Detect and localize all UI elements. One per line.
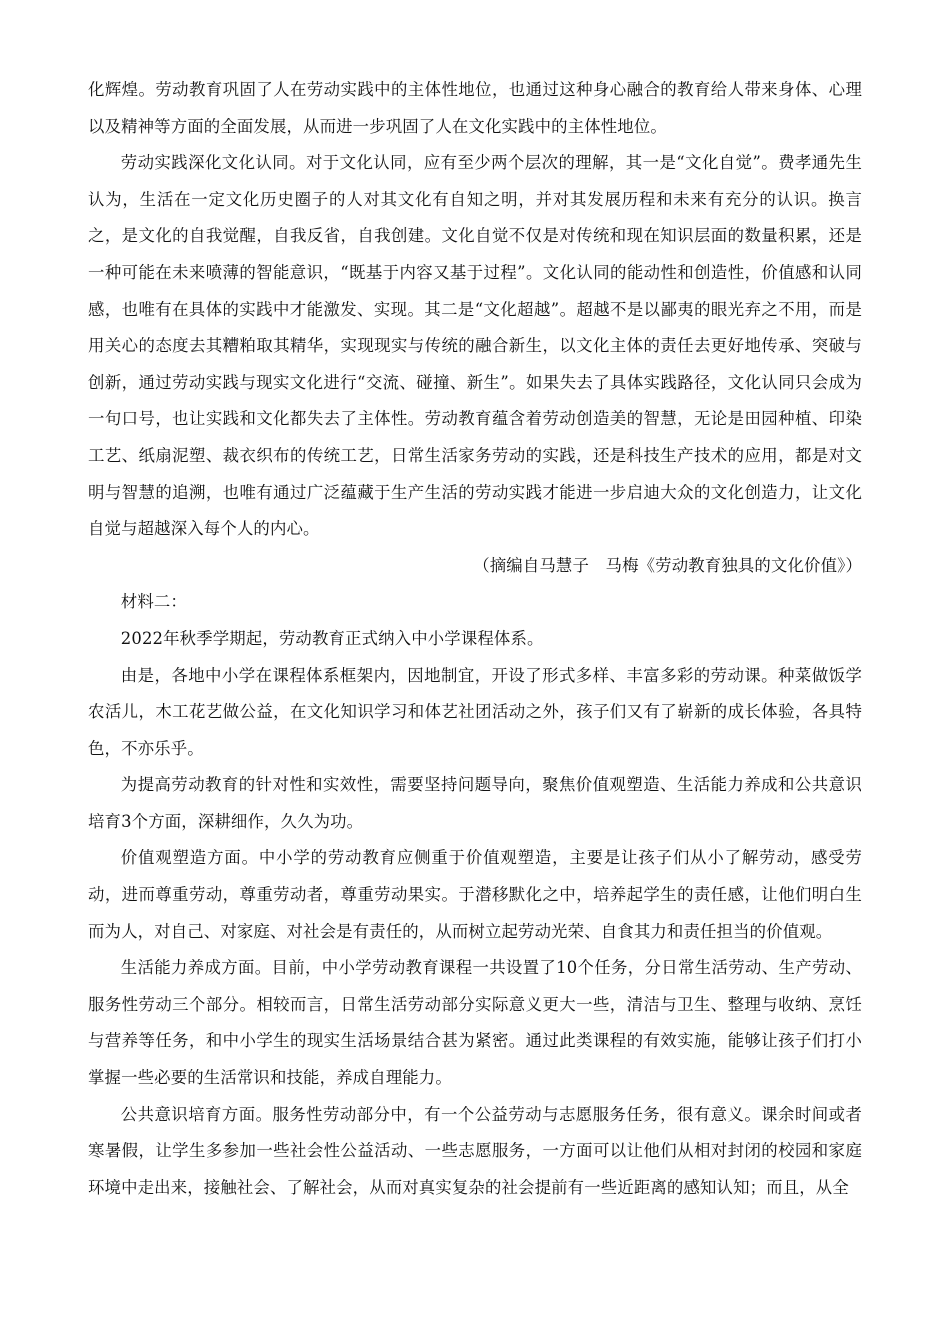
paragraph-life-skills: 生活能力养成方面。目前，中小学劳动教育课程一共设置了10个任务，分日常生活劳动、生产劳动、服务性劳动三个部分。相较而言，日常生活劳动部分实际意义更大一些，清洁与卫生、整理与收纳、烹饪与营养等任务，和中小学生的现实生活场景结合甚为紧密。通过此类课程的有效实施，能够让孩子们打小掌握一些必要的生活常识和技能，养成自理能力。 <box>88 958 862 1088</box>
document-page <box>88 72 862 1206</box>
paragraph-labor-courses: 由是，各地中小学在课程体系框架内，因地制宜，开设了形式多样、丰富多彩的劳动课。种菜做饭学农活儿，木工花艺做公益，在文化知识学习和体艺社团活动之外，孩子们又有了崭新的成长体验，各具特色，不亦乐乎。 <box>88 665 862 758</box>
paragraph-public-awareness: 公共意识培育方面。服务性劳动部分中，有一个公益劳动与志愿服务任务，很有意义。课余时间或者寒暑假，让学生多参加一些社会性公益活动、一些志愿服务，一方面可以让他们从相对封闭的校园和家庭环境中走出来，接触社会、了解社会，从而对真实复杂的社会提前有一些近距离的感知认知；而且，从全 <box>88 1104 862 1197</box>
paragraph-values: 价值观塑造方面。中小学的劳动教育应侧重于价值观塑造，主要是让孩子们从小了解劳动，感受劳动，进而尊重劳动，尊重劳动者，尊重劳动果实。于潜移默化之中，培养起学生的责任感，让他们明白生而为人，对自己、对家庭、对社会是有责任的，从而树立起劳动光荣、自食其力和责任担当的价值观。 <box>88 848 862 941</box>
paragraph-three-aspects: 为提高劳动教育的针对性和实效性，需要坚持问题导向，聚焦价值观塑造、生活能力养成和公共意识培育3个方面，深耕细作，久久为功。 <box>88 775 862 831</box>
paragraph-cultural-identity: 劳动实践深化文化认同。对于文化认同，应有至少两个层次的理解，其一是“文化自觉”。费孝通先生认为，生活在一定文化历史圈子的人对其文化有自知之明，并对其发展历程和未来有充分的认识。换言之，是文化的自我觉醒，自我反省，自我创建。文化自觉不仅是对传统和现在知识层面的数量积累，还是一种可能在未来喷薄的智能意识，“既基于内容又基于过程”。文化认同的能动性和创造性，价值感和认同感，也唯有在具体的实践中才能激发、实现。其二是“文化超越”。超越不是以鄙夷的眼光弃之不用，而是用关心的态度去其糟粕取其精华，实现现实与传统的融合新生，以文化主体的责任去更好地传承、突破与创新，通过劳动实践与现实文化进行“交流、碰撞、新生”。如果失去了具体实践路径，文化认同只会成为一句口号，也让实践和文化都失去了主体性。劳动教育蕴含着劳动创造美的智慧，无论是田园种植、印染工艺、纸扇泥塑、裁衣织布的传统工艺，日常生活家务劳动的实践，还是科技生产技术的应用，都是对文明与智慧的追溯，也唯有通过广泛蕴藏于生产生活的劳动实践才能进一步启迪大众的文化创造力，让文化自觉与超越深入每个人的内心。 <box>88 153 862 539</box>
source-citation: （摘编自马慧子 马梅《劳动教育独具的文化价值》） <box>473 555 862 575</box>
material-two-heading: 材料二： <box>120 592 187 612</box>
paragraph-2022-curriculum: 2022年秋季学期起，劳动教育正式纳入中小学课程体系。 <box>120 628 544 648</box>
paragraph-continuation: 化辉煌。劳动教育巩固了人在劳动实践中的主体性地位，也通过这种身心融合的教育给人带来身体、心理以及精神等方面的全面发展，从而进一步巩固了人在文化实践中的主体性地位。 <box>88 80 862 136</box>
